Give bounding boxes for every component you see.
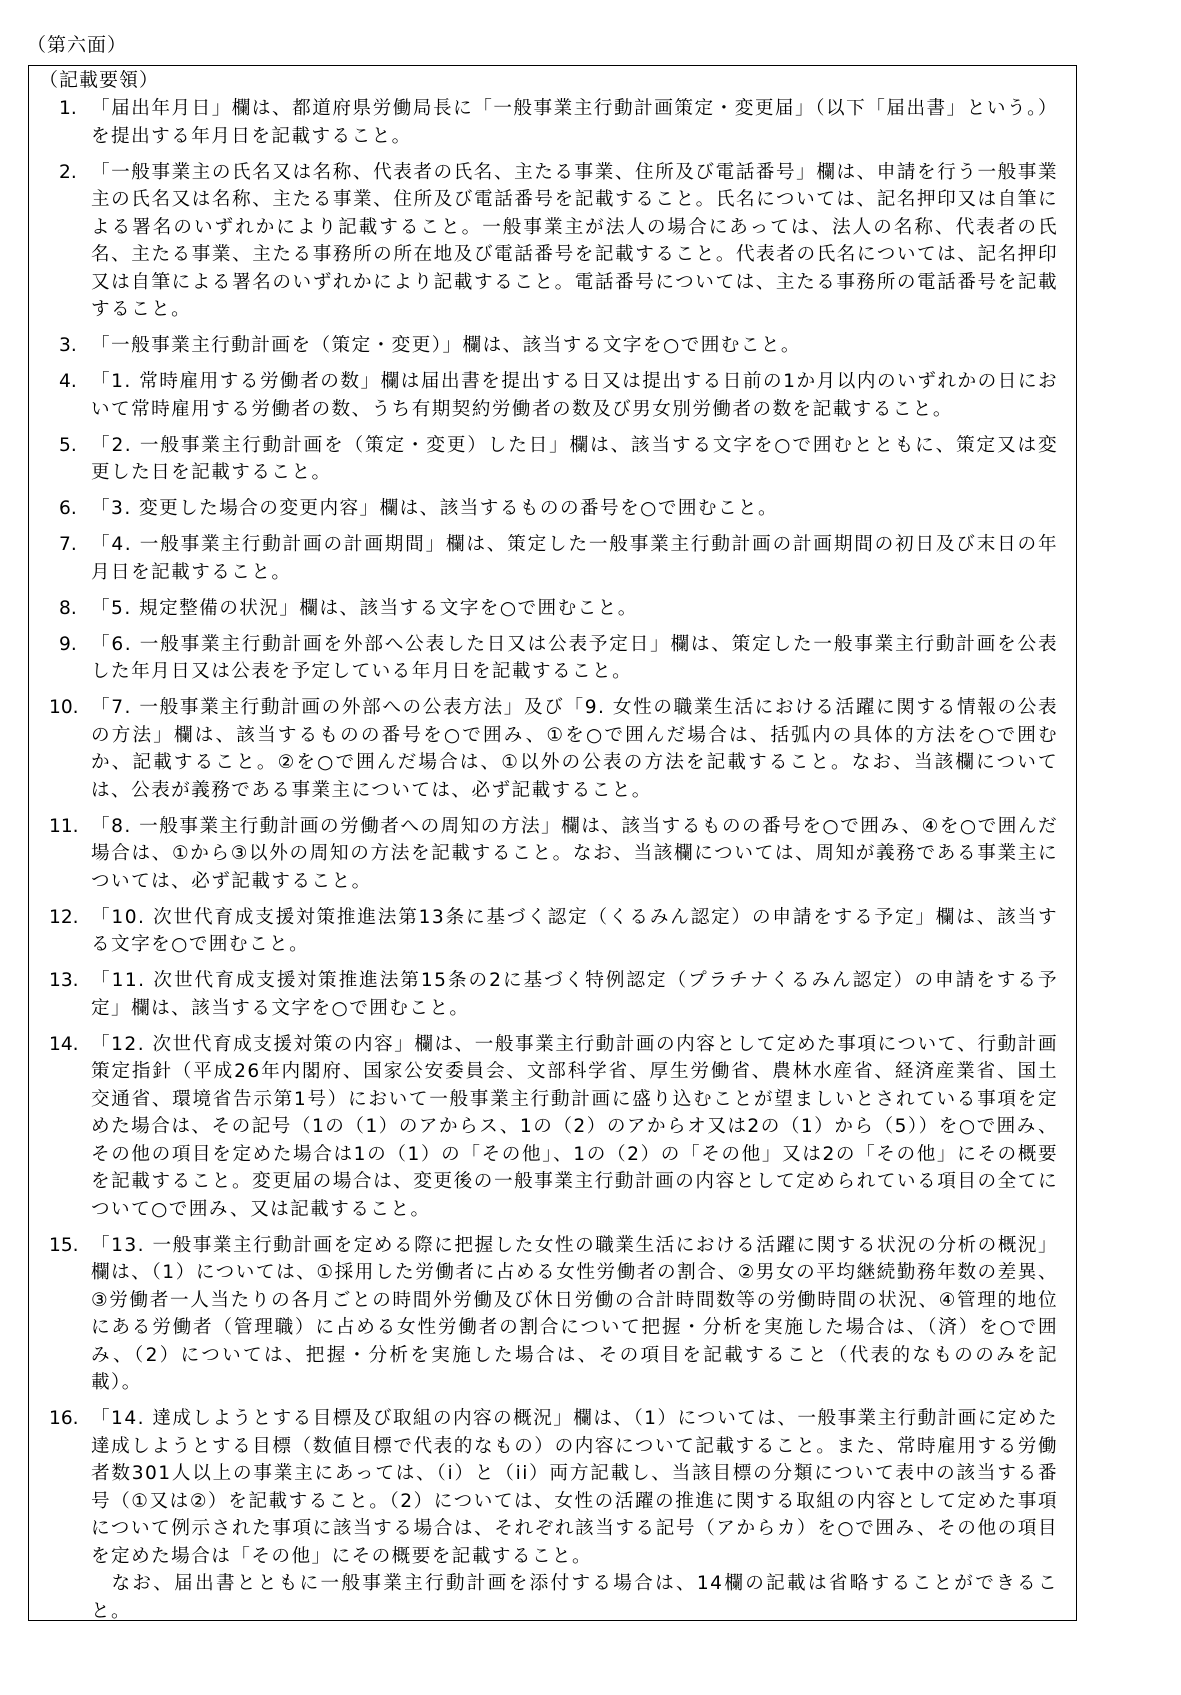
item-text: 「14. 達成しようとする目標及び取組の内容の概況」欄は、（1）については、一般事業主行動計画に定めた達成しようとする目標（数値目標で代表的なもの）の内容について記載すること。また、常時雇用する労働者数301人以上の事業主にあっては、（i）と（ii）両方記載し、当該目標の分類について表中の該当する番号（①又は②）を記載すること。（2）については、女性の活躍の推進に関する取組の内容として定めた事項について例示された事項に該当する場合は、それぞれ該当する記号（アからカ）を○で囲み、その他の項目を定めた場合は「その他」にその概要を記載すること。 <box>91 1408 1058 1567</box>
item-text: 「13. 一般事業主行動計画を定める際に把握した女性の職業生活における活躍に関する状況の分析の概況」欄は、（1）については、①採用した労働者に占める女性労働者の割合、②男女の平均継続勤務年数の差異、③労働者一人当たりの各月ごとの時間外労働及び休日労働の合計時間数等の労働時間の状況、④管理的地位にある労働者（管理職）に占める女性労働者の割合について把握・分析を実施した場合は、（済）を○で囲み、（2）については、把握・分析を実施した場合は、その項目を記載すること（代表的なもののみを記載）。 <box>91 1234 1058 1393</box>
item-text: 「1. 常時雇用する労働者の数」欄は届出書を提出する日又は提出する日前の1か月以内のいずれかの日において常時雇用する労働者の数、うち有期契約労働者の数及び男女別労働者の数を記載すること。 <box>91 371 1058 420</box>
instruction-item-10 <box>29 694 1078 804</box>
instruction-item-16 <box>29 1405 1078 1625</box>
item-number: 16. <box>49 1408 79 1429</box>
instruction-item-4 <box>29 368 1078 423</box>
item-number: 1. <box>59 98 77 119</box>
instruction-item-9 <box>29 631 1078 686</box>
item-number: 8. <box>59 597 77 619</box>
item-number: 4. <box>59 371 77 392</box>
instruction-list <box>29 95 1078 1625</box>
instruction-item-3 <box>29 332 1078 360</box>
instruction-item-15 <box>29 1232 1078 1397</box>
item-number: 3. <box>59 335 77 356</box>
instruction-item-12 <box>29 904 1078 959</box>
item-number: 14. <box>49 1033 79 1055</box>
item-text: 「5. 規定整備の状況」欄は、該当する文字を○で囲むこと。 <box>91 597 638 619</box>
instruction-item-7 <box>29 531 1078 586</box>
item-text: 「一般事業主行動計画を（策定・変更）」欄は、該当する文字を○で囲むこと。 <box>91 335 801 356</box>
instruction-item-6 <box>29 495 1078 523</box>
item-number: 6. <box>59 498 77 519</box>
item-number: 9. <box>59 633 77 655</box>
item-text: 「一般事業主の氏名又は名称、代表者の氏名、主たる事業、住所及び電話番号」欄は、申請を行う一般事業主の氏名又は名称、主たる事業、住所及び電話番号を記載すること。氏名については、記名押印又は自筆による署名のいずれかにより記載すること。一般事業主が法人の場合にあっては、法人の名称、代表者の氏名、主たる事業、主たる事務所の所在地及び電話番号を記載すること。代表者の氏名については、記名押印又は自筆による署名のいずれかにより記載すること。電話番号については、主たる事務所の電話番号を記載すること。 <box>91 161 1058 320</box>
item-text: 「12. 次世代育成支援対策の内容」欄は、一般事業主行動計画の内容として定めた事項について、行動計画策定指針（平成26年内閣府、国家公安委員会、文部科学省、厚生労働省、農林水産省、経済産業省、国土交通省、環境省告示第1号）において一般事業主行動計画に盛り込むことが望ましいとされている事項を定めた場合は、その記号（1の（1）のアからス、1の（2）のアからオ又は2の（1）から（5））を○で囲み、その他の項目を定めた場合は1の（1）の「その他」、1の（2）の「その他」又は2の「その他」にその概要を記載すること。変更届の場合は、変更後の一般事業主行動計画の内容として定められている項目の全てについて○で囲み、又は記載すること。 <box>91 1033 1058 1220</box>
item-number: 7. <box>59 534 77 555</box>
item-number: 12. <box>49 906 79 928</box>
item-number: 13. <box>49 970 79 991</box>
instruction-item-13 <box>29 967 1078 1022</box>
item-number: 10. <box>49 697 79 718</box>
instruction-item-2 <box>29 159 1078 324</box>
item-text: 「6. 一般事業主行動計画を外部へ公表した日又は公表予定日」欄は、策定した一般事業主行動計画を公表した年月日又は公表を予定している年月日を記載すること。 <box>91 633 1058 682</box>
instructions-frame <box>28 65 1077 1621</box>
instruction-item-8 <box>29 595 1078 623</box>
item-text: 「2. 一般事業主行動計画を（策定・変更）した日」欄は、該当する文字を○で囲むとともに、策定又は変更した日を記載すること。 <box>91 434 1058 483</box>
item-text: 「10. 次世代育成支援対策推進法第13条に基づく認定（くるみん認定）の申請をする予定」欄は、該当する文字を○で囲むこと。 <box>91 906 1058 955</box>
item-number: 5. <box>59 434 77 456</box>
instruction-item-5 <box>29 432 1078 487</box>
item-text: 「4. 一般事業主行動計画の計画期間」欄は、策定した一般事業主行動計画の計画期間の初日及び末日の年月日を記載すること。 <box>91 534 1058 583</box>
item-text: 「3. 変更した場合の変更内容」欄は、該当するものの番号を○で囲むこと。 <box>91 498 779 519</box>
instruction-item-1 <box>29 95 1078 150</box>
item-text: 「7. 一般事業主行動計画の外部への公表方法」及び「9. 女性の職業生活における活躍に関する情報の公表の方法」欄は、該当するものの番号を○で囲み、①を○で囲んだ場合は、括弧内の具体的方法を○で囲むか、記載すること。②を○で囲んだ場合は、①以外の公表の方法を記載すること。なお、当該欄については、公表が義務である事業主については、必ず記載すること。 <box>91 697 1058 801</box>
instruction-item-14 <box>29 1031 1078 1224</box>
item-note: なお、届出書とともに一般事業主行動計画を添付する場合は、14欄の記載は省略することができること。 <box>91 1573 1058 1622</box>
item-text: 「8. 一般事業主行動計画の労働者への周知の方法」欄は、該当するものの番号を○で囲み、④を○で囲んだ場合は、①から③以外の周知の方法を記載すること。なお、当該欄については、周知が義務である事業主については、必ず記載すること。 <box>91 815 1058 892</box>
instruction-item-11 <box>29 813 1078 896</box>
item-text: 「届出年月日」欄は、都道府県労働局長に「一般事業主行動計画策定・変更届」（以下「届出書」という。）を提出する年月日を記載すること。 <box>91 98 1058 147</box>
page-label: （第六面） <box>27 34 128 56</box>
item-text: 「11. 次世代育成支援対策推進法第15条の2に基づく特例認定（プラチナくるみん認定）の申請をする予定」欄は、該当する文字を○で囲むこと。 <box>91 970 1058 1019</box>
item-number: 11. <box>49 815 79 837</box>
item-number: 15. <box>49 1234 79 1256</box>
item-number: 2. <box>59 161 77 183</box>
section-title: （記載要領） <box>39 69 160 91</box>
